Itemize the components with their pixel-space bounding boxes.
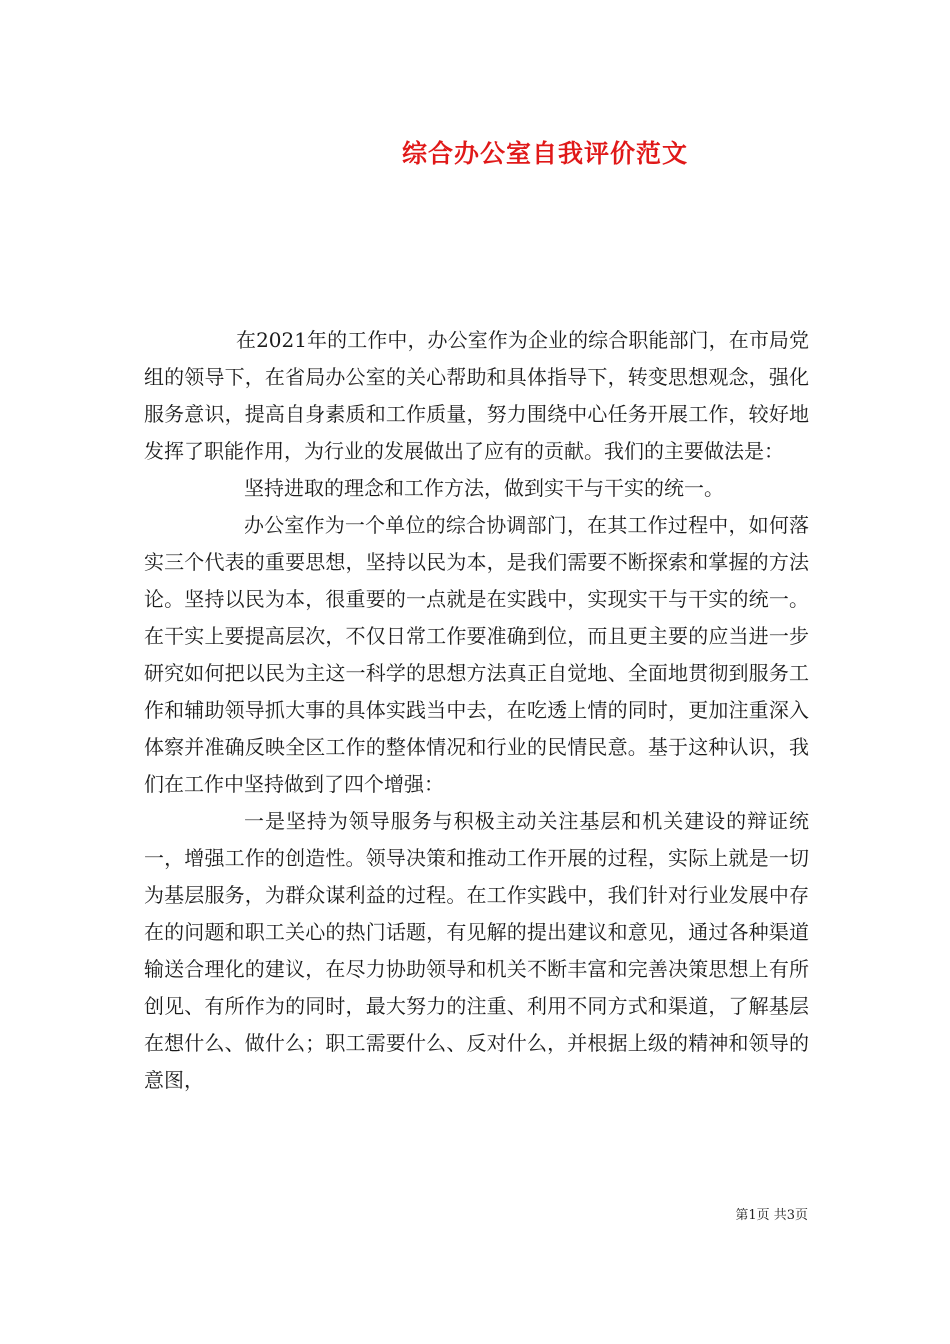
paragraph-office-role: 办公室作为一个单位的综合协调部门，在其工作过程中，如何落实三个代表的重要思想，坚持以民为本，是我们需要不断探索和掌握的方法论。坚持以民为本，很重要的一点就是在实践中，实现实干与干实的统一。在干实上要提高层次，不仅日常工作要准确到位，而且更主要的应当进一步研究如何把以民为主这一科学的思想方法真正自觉地、全面地贯彻到服务工作和辅助领导抓大事的具体实践当中去，在吃透上情的同时，更加注重深入体察并准确反映全区工作的整体情况和行业的民情民意。基于这种认识，我们在工作中坚持做到了四个增强：	[144, 513, 809, 796]
paragraph-intro: 在2021年的工作中，办公室作为企业的综合职能部门，在市局党组的领导下，在省局办公室的关心帮助和具体指导下，转变思想观念，强化服务意识，提高自身素质和工作质量，努力围绕中心任务开展工作，较好地发挥了职能作用，为行业的发展做出了应有的贡献。我们的主要做法是：	[144, 328, 809, 463]
paragraph-heading-1: 坚持进取的理念和工作方法，做到实干与干实的统一。	[244, 476, 724, 500]
paragraph-point-one: 一是坚持为领导服务与积极主动关注基层和机关建设的辩证统一，增强工作的创造性。领导决策和推动工作开展的过程，实际上就是一切为基层服务，为群众谋利益的过程。在工作实践中，我们针对行业发展中存在的问题和职工关心的热门话题，有见解的提出建议和意见，通过各种渠道输送合理化的建议，在尽力协助领导和机关不断丰富和完善决策思想上有所创见、有所作为的同时，最大努力的注重、利用不同方式和渠道，了解基层在想什么、做什么；职工需要什么、反对什么，并根据上级的精神和领导的意图，	[144, 809, 809, 1092]
document-body	[144, 322, 809, 1099]
document-title: 综合办公室自我评价范文	[401, 139, 688, 168]
page-number: 第1页 共3页	[735, 1208, 808, 1223]
